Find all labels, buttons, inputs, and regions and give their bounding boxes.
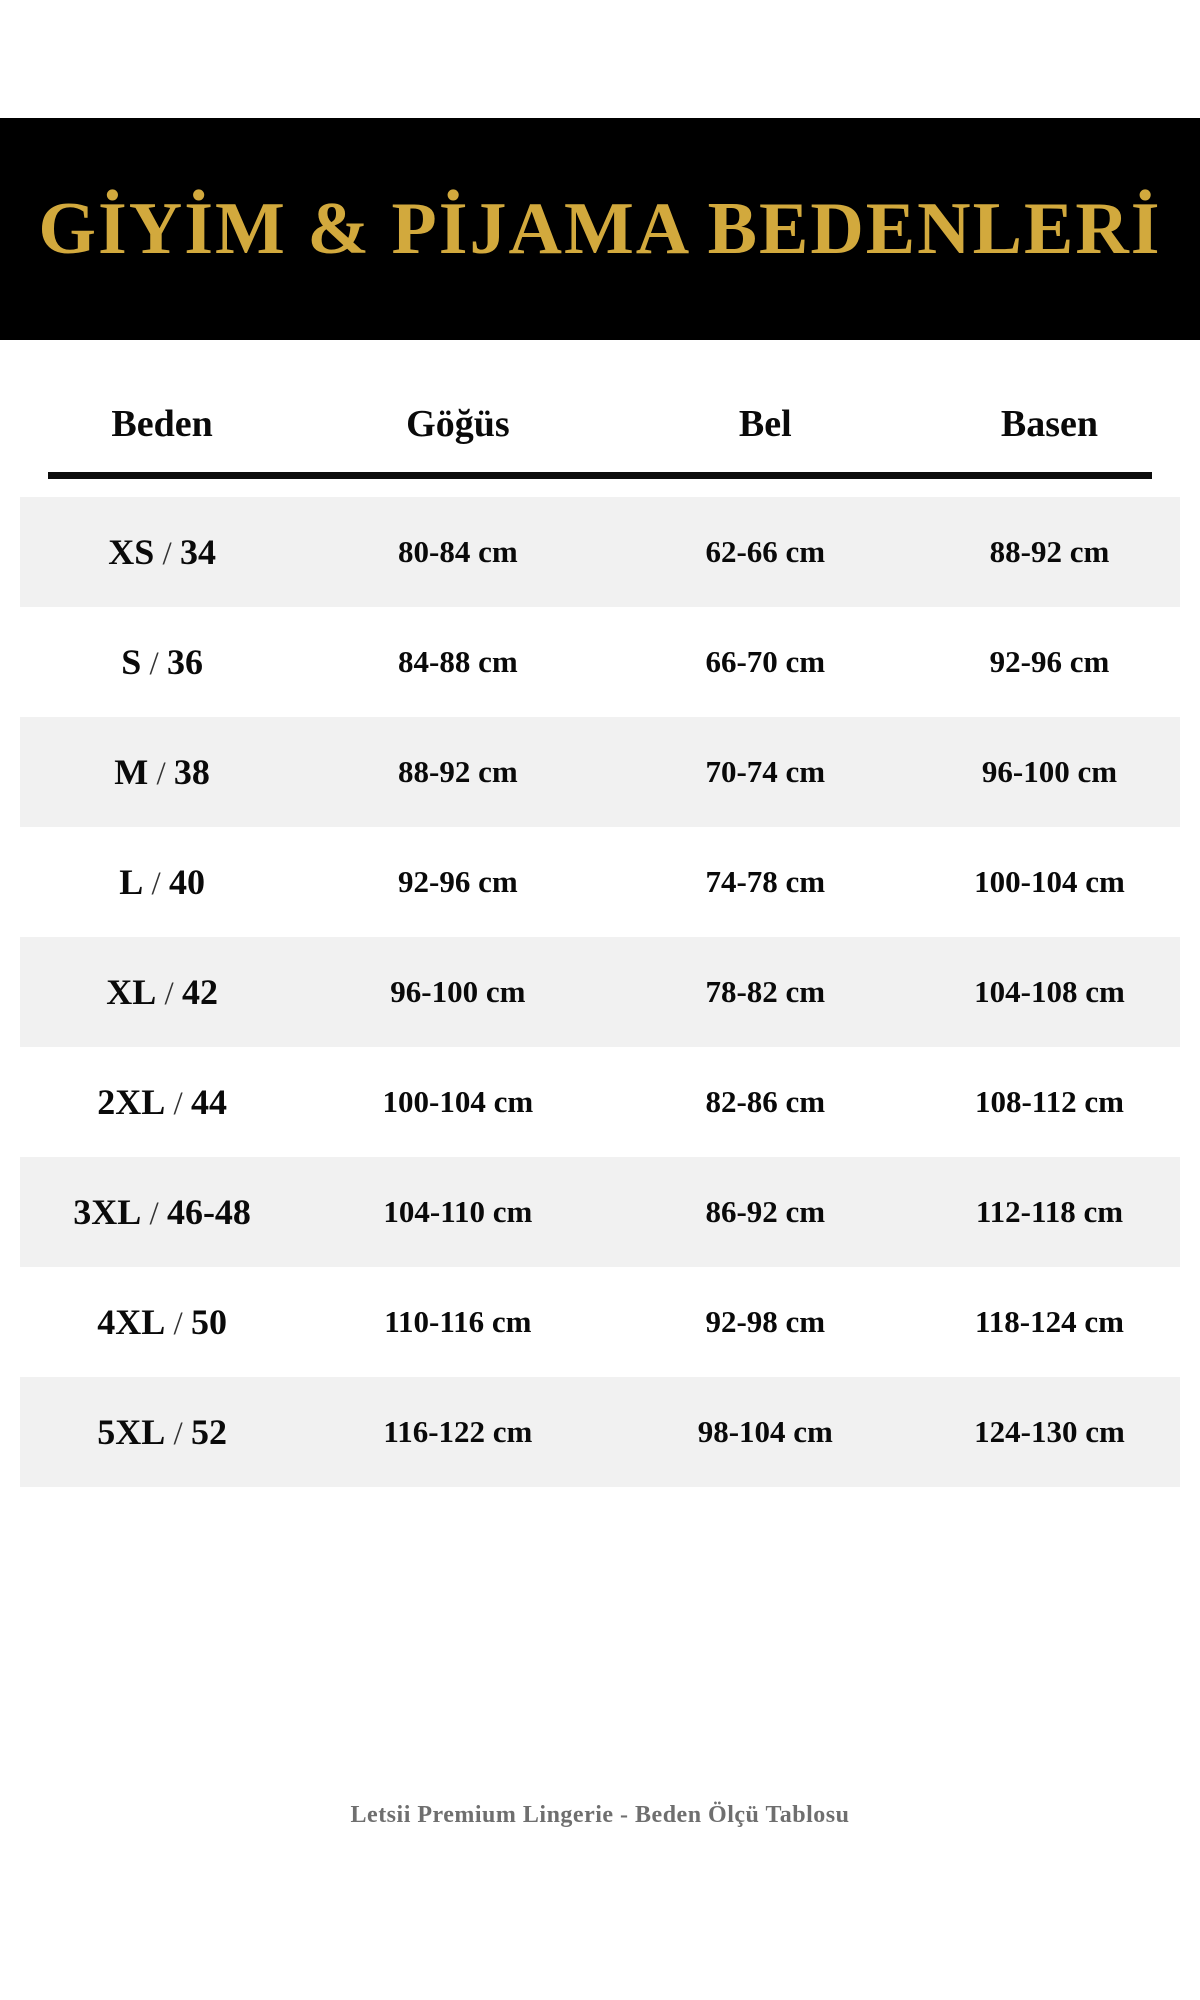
cell-bel: 98-104 cm	[697, 1414, 833, 1449]
cell-basen: 124-130 cm	[974, 1414, 1125, 1449]
cell-basen: 104-108 cm	[974, 974, 1125, 1009]
cell-beden: XL / 42	[106, 972, 218, 1012]
cell-gogus: 110-116 cm	[384, 1304, 532, 1339]
cell-basen: 100-104 cm	[974, 864, 1125, 899]
table-row	[20, 1267, 1180, 1377]
table-row	[20, 937, 1180, 1047]
cell-beden: 2XL / 44	[97, 1082, 227, 1122]
cell-gogus: 104-110 cm	[383, 1194, 533, 1229]
cell-gogus: 116-122 cm	[383, 1414, 533, 1449]
cell-beden: 3XL / 46-48	[73, 1192, 251, 1232]
cell-beden: M / 38	[114, 752, 210, 792]
cell-basen: 96-100 cm	[981, 754, 1118, 789]
cell-beden: 4XL / 50	[97, 1302, 227, 1342]
cell-beden: XS / 34	[108, 532, 216, 572]
table-row	[20, 497, 1180, 607]
cell-gogus: 84-88 cm	[398, 644, 518, 679]
column-header-bel: Bel	[738, 403, 792, 445]
column-header-beden: Beden	[111, 403, 213, 445]
cell-basen: 88-92 cm	[989, 534, 1110, 569]
cell-beden: 5XL / 52	[97, 1412, 227, 1452]
cell-bel: 78-82 cm	[705, 974, 826, 1009]
footer-caption: Letsii Premium Lingerie - Beden Ölçü Tablosu	[350, 1802, 850, 1828]
table-body	[20, 497, 1180, 1487]
cell-beden: L / 40	[119, 862, 205, 902]
cell-basen: 92-96 cm	[989, 644, 1110, 679]
cell-bel: 92-98 cm	[705, 1304, 826, 1339]
cell-gogus: 100-104 cm	[382, 1084, 534, 1119]
title-banner	[0, 118, 1200, 340]
cell-basen: 108-112 cm	[974, 1084, 1124, 1119]
header-divider	[48, 472, 1152, 479]
table-row	[20, 827, 1180, 937]
cell-bel: 62-66 cm	[705, 534, 826, 569]
size-table	[20, 340, 1180, 1487]
column-header-basen: Basen	[1000, 403, 1099, 445]
top-margin	[0, 0, 1200, 118]
cell-gogus: 80-84 cm	[398, 534, 518, 569]
column-header-gogus: Göğüs	[406, 403, 510, 445]
cell-bel: 70-74 cm	[705, 754, 826, 789]
cell-bel: 82-86 cm	[705, 1084, 826, 1119]
table-row	[20, 717, 1180, 827]
table-row	[20, 1157, 1180, 1267]
table-row	[20, 607, 1180, 717]
cell-basen: 118-124 cm	[974, 1304, 1124, 1339]
page-title: GİYİM & PİJAMA BEDENLERİ	[38, 187, 1162, 270]
cell-bel: 86-92 cm	[705, 1194, 826, 1229]
table-row	[20, 1047, 1180, 1157]
cell-gogus: 88-92 cm	[398, 754, 518, 789]
cell-beden: S / 36	[121, 642, 203, 682]
cell-gogus: 96-100 cm	[390, 974, 526, 1009]
cell-bel: 74-78 cm	[705, 864, 826, 899]
cell-basen: 112-118 cm	[975, 1194, 1124, 1229]
table-row	[20, 1377, 1180, 1487]
cell-bel: 66-70 cm	[705, 644, 826, 679]
cell-gogus: 92-96 cm	[398, 864, 518, 899]
table-header-row	[20, 340, 1180, 472]
